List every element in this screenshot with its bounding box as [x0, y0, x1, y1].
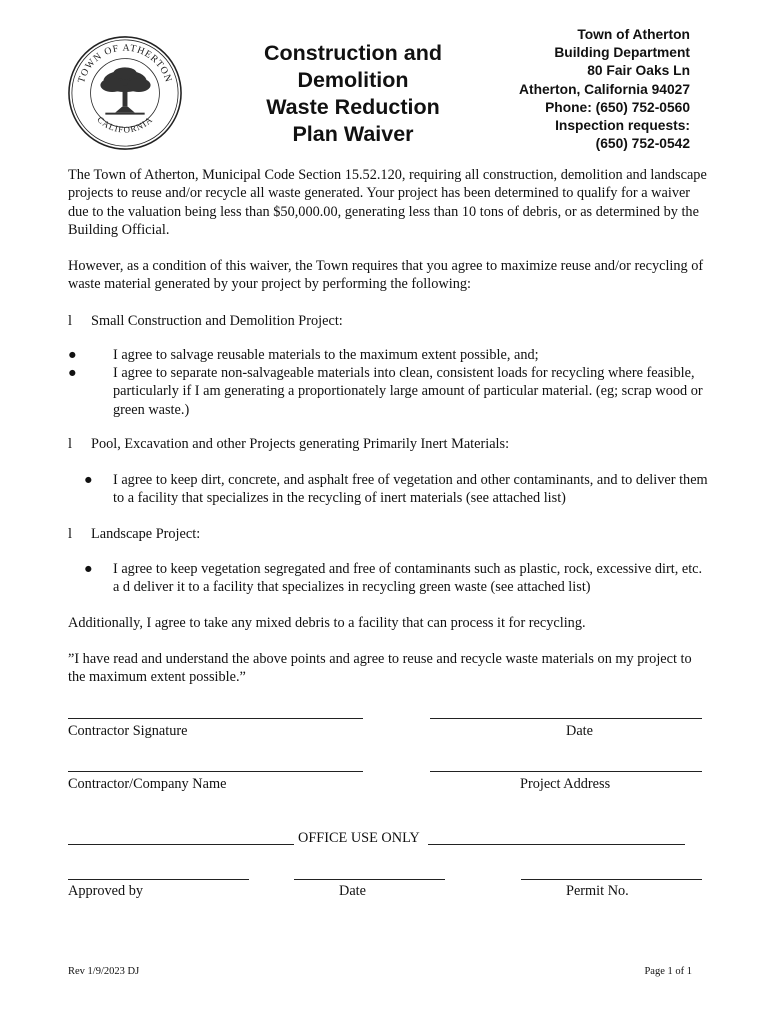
date-label: Date	[566, 723, 593, 739]
approved-by-label: Approved by	[68, 883, 144, 899]
bullet-icon: ●	[84, 472, 93, 488]
office-date-line[interactable]	[294, 879, 445, 880]
title-line: Plan Waiver	[292, 122, 414, 146]
revision-note: Rev 1/9/2023 DJ	[68, 966, 140, 977]
address-line: Phone: (650) 752-0560	[545, 99, 690, 115]
section-heading-landscape	[68, 525, 200, 543]
list-item	[68, 346, 708, 364]
section-heading-small-construction	[68, 312, 343, 330]
company-name-label: Contractor/Company Name	[68, 776, 227, 792]
page-number: Page 1 of 1	[644, 966, 692, 977]
additionally-paragraph: Additionally, I agree to take any mixed debris to a facility that can process it for recycling.	[68, 615, 586, 631]
bullet-icon: ●	[84, 561, 93, 577]
form-title	[245, 40, 461, 148]
office-divider-right	[428, 844, 685, 845]
section-marker: l	[68, 313, 72, 329]
address-line: Atherton, California 94027	[519, 81, 690, 97]
list-item-text: I agree to salvage reusable materials to the maximum extent possible, and;	[113, 347, 539, 363]
office-date-label: Date	[339, 883, 366, 899]
contractor-signature-label: Contractor Signature	[68, 723, 188, 739]
section-heading-pool-excavation	[68, 435, 509, 453]
department-address	[519, 26, 690, 153]
project-address-line[interactable]	[430, 771, 702, 772]
permit-no-label: Permit No.	[566, 883, 629, 899]
svg-text:TOWN OF ATHERTON: TOWN OF ATHERTON	[76, 42, 174, 85]
town-seal-logo	[66, 34, 184, 152]
approved-by-line[interactable]	[68, 879, 249, 880]
title-line: Demolition	[297, 68, 409, 92]
section-heading-text: Landscape Project:	[91, 526, 201, 542]
condition-paragraph: However, as a condition of this waiver, the Town requires that you agree to maximize reuse and/or recycling of waste material generated by your project by performing the following:	[68, 258, 704, 293]
agreement-statement: ”I have read and understand the above points and agree to reuse and recycle waste materials on my project to the maximum extent possible.”	[68, 651, 692, 686]
list-item	[68, 364, 708, 419]
permit-no-line[interactable]	[521, 879, 702, 880]
address-line: 80 Fair Oaks Ln	[587, 63, 690, 79]
list-item	[84, 560, 710, 597]
section-heading-text: Small Construction and Demolition Project:	[91, 313, 343, 329]
bullet-icon: ●	[68, 365, 77, 381]
section-marker: l	[68, 526, 72, 542]
contractor-signature-line[interactable]	[68, 718, 363, 719]
address-line: Inspection requests:	[555, 118, 690, 134]
list-item-text: I agree to keep vegetation segregated and free of contaminants such as plastic, rock, excessive dirt, etc. a d deliver it to a facility that specializes in recycling green waste (see attached list)	[113, 561, 703, 596]
office-use-heading: OFFICE USE ONLY	[298, 830, 420, 846]
title-line: Waste Reduction	[266, 95, 440, 119]
project-address-label: Project Address	[520, 776, 611, 792]
section-heading-text: Pool, Excavation and other Projects generating Primarily Inert Materials:	[91, 436, 510, 452]
date-line[interactable]	[430, 718, 702, 719]
list-item-text: I agree to separate non-salvageable materials into clean, consistent loads for recycling where feasible, particularly if I am generating a proportionately large amount of particular material. (eg; scrap wood or green waste.)	[113, 365, 703, 418]
intro-paragraph: The Town of Atherton, Municipal Code Section 15.52.120, requiring all construction, demolition and landscape projects to reuse and/or recycle all waste generated. Your project has been determined to qualify for a waiver due to the valuation being less than $50,000.00, generating less than 10 tons of debris, or as determined by the Building Official.	[68, 167, 707, 238]
list-item	[84, 471, 710, 508]
svg-text:CALIFORNIA: CALIFORNIA	[95, 114, 155, 135]
list-item-text: I agree to keep dirt, concrete, and asphalt free of vegetation and other contaminants, and to deliver them to a facility that specializes in the recycling of inert materials (see attached list)	[113, 472, 708, 507]
address-line: (650) 752-0542	[595, 136, 690, 152]
bullet-icon: ●	[68, 347, 77, 363]
company-name-line[interactable]	[68, 771, 363, 772]
office-divider-left	[68, 844, 294, 845]
address-line: Town of Atherton	[577, 27, 690, 42]
section-marker: l	[68, 436, 72, 452]
address-line: Building Department	[554, 45, 690, 61]
title-line: Construction and	[264, 41, 442, 65]
